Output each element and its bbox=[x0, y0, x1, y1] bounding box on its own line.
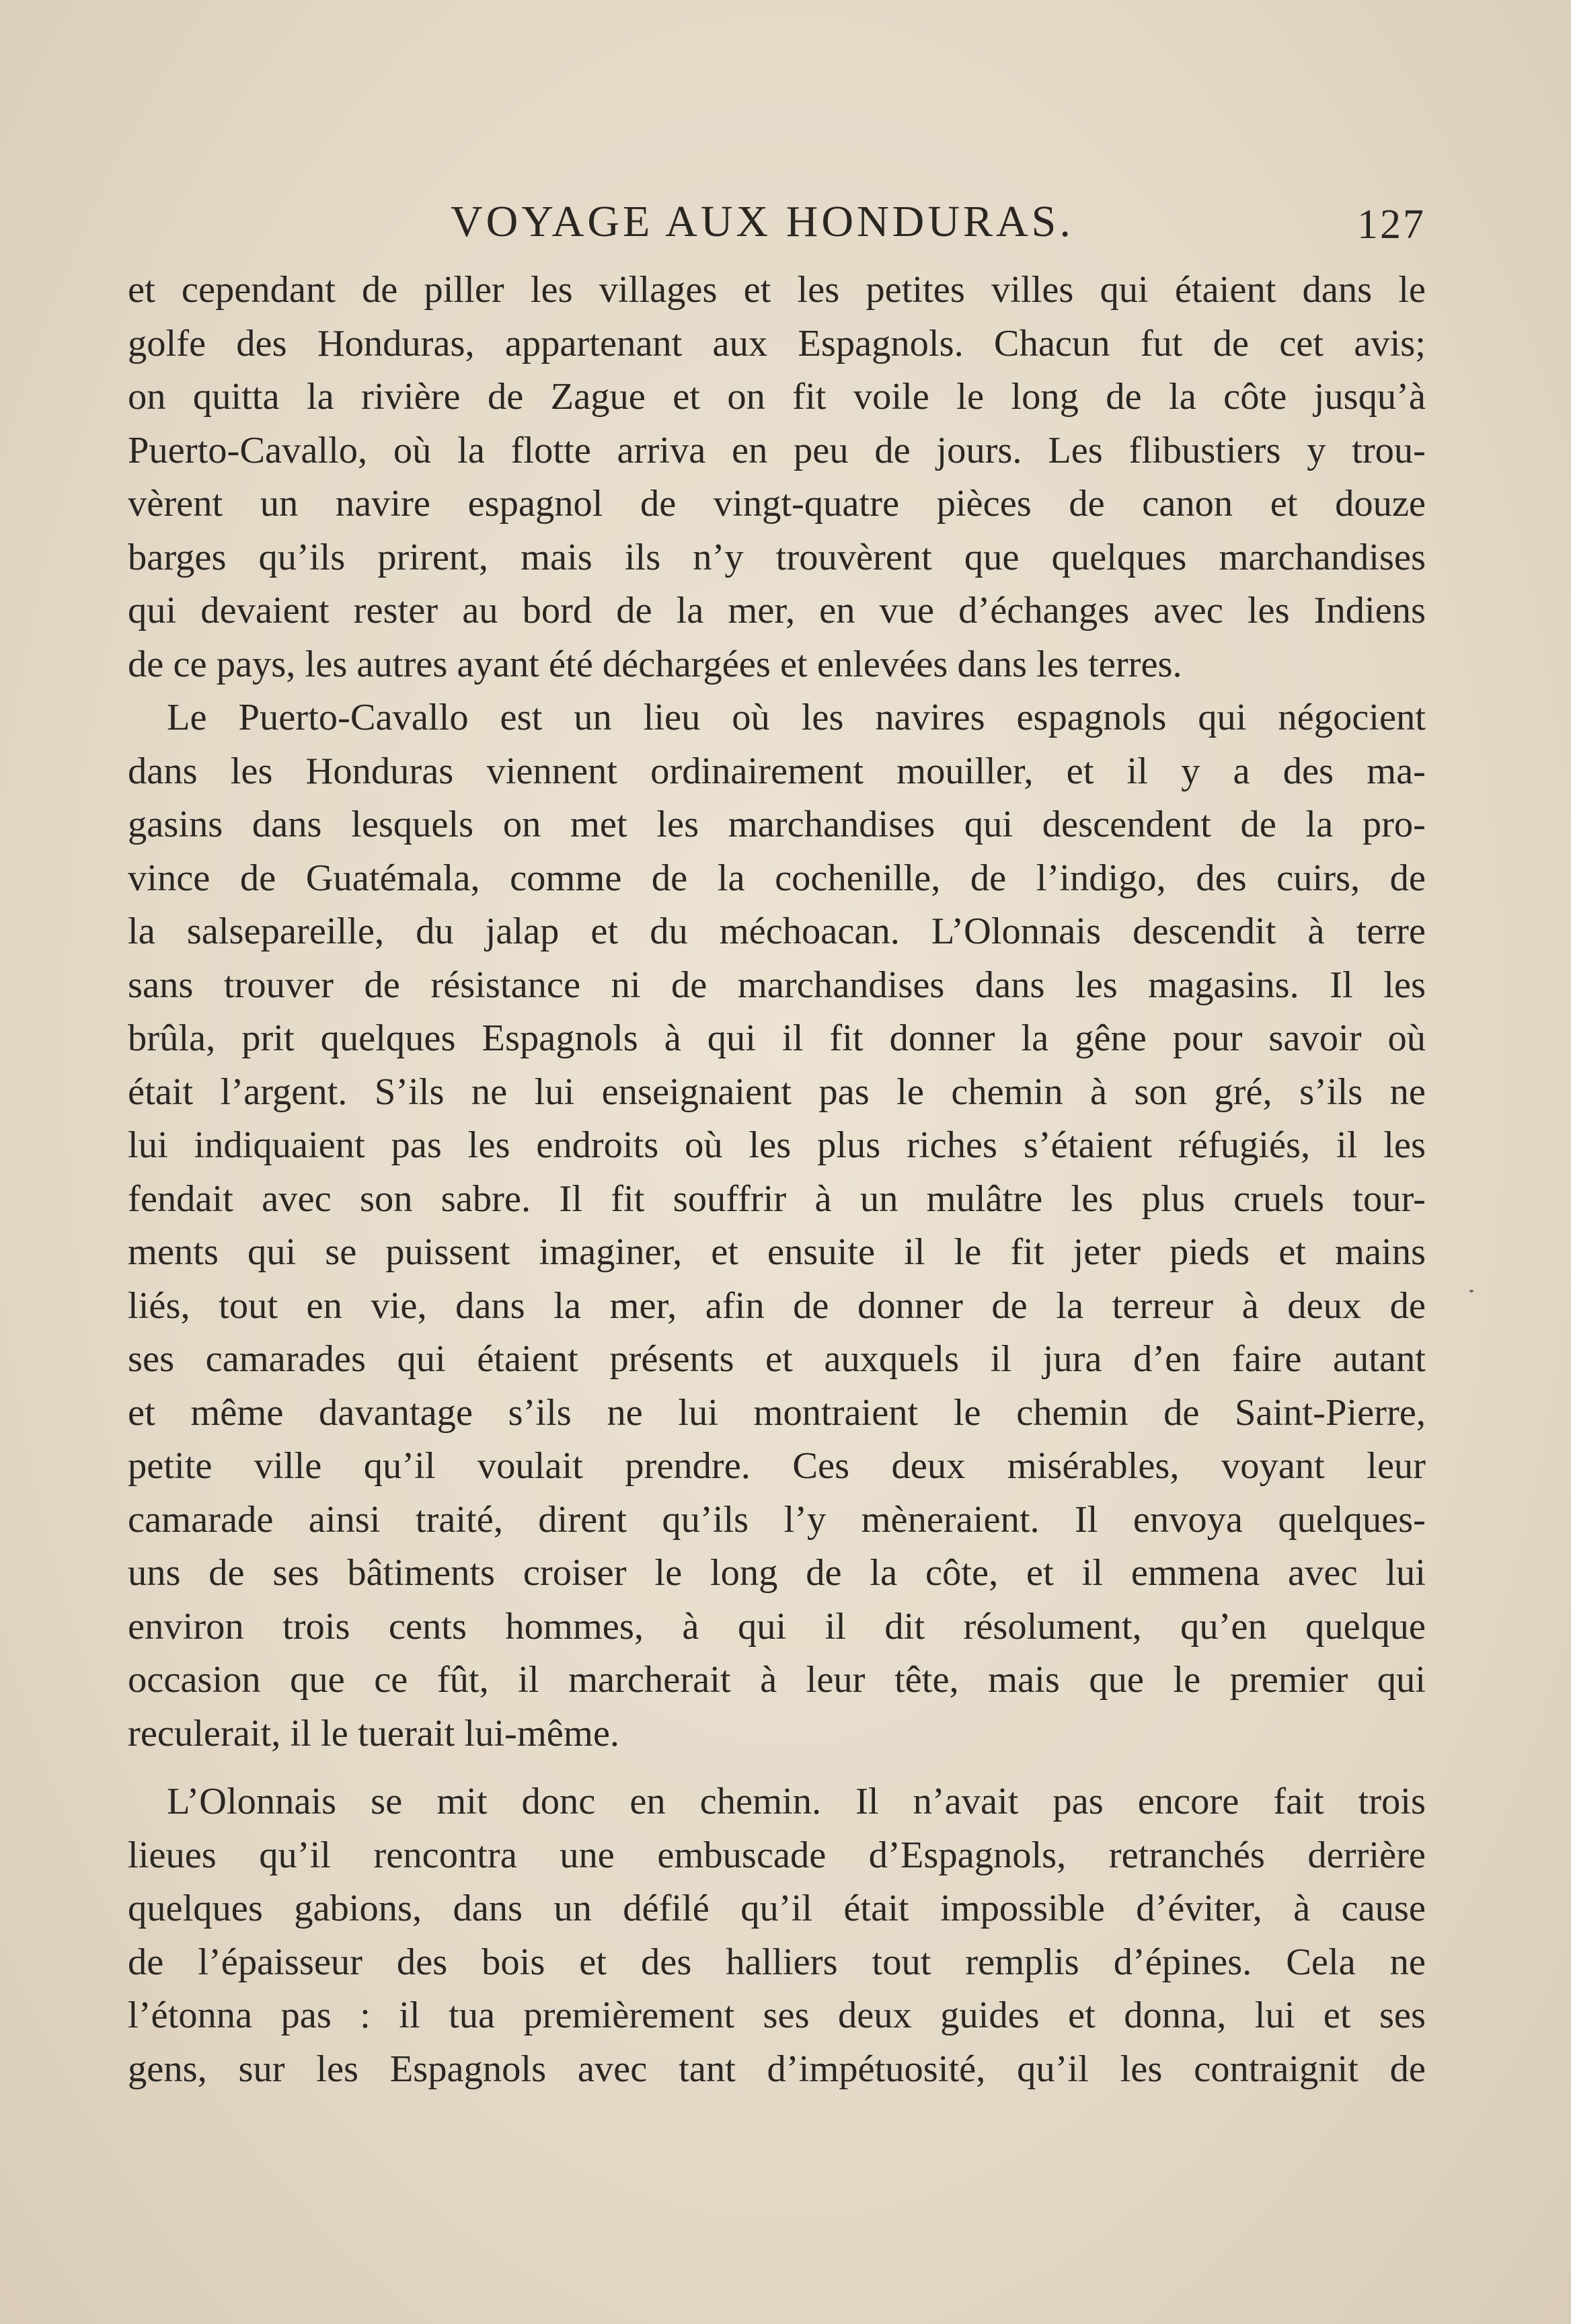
text-line: était l’argent. S’ils ne lui enseignaient pas le chemin à son gré, s’ils ne bbox=[128, 1071, 1426, 1113]
text-line: de ce pays, les autres ayant été déchargées et enlevées dans les terres. bbox=[128, 643, 1182, 685]
paper-speck bbox=[1469, 1290, 1473, 1292]
text-line: ses camarades qui étaient présents et auxquels il jura d’en faire autant bbox=[128, 1338, 1426, 1380]
text-line: lui indiquaient pas les endroits où les plus riches s’étaient réfugiés, il les bbox=[128, 1124, 1426, 1166]
running-head bbox=[128, 195, 1426, 249]
text-line: lieues qu’il rencontra une embuscade d’Espagnols, retranchés derrière bbox=[128, 1834, 1426, 1876]
page-number: 127 bbox=[1357, 202, 1426, 247]
text-line: barges qu’ils prirent, mais ils n’y trouvèrent que quelques marchandises bbox=[128, 536, 1426, 578]
text-line: la salsepareille, du jalap et du méchoacan. L’Olonnais descendit à terre bbox=[128, 911, 1426, 952]
running-title: VOYAGE AUX HONDURAS. bbox=[451, 197, 1074, 246]
paragraph-first-line: Le Puerto-Cavallo est un lieu où les navires espagnols qui négocient bbox=[167, 697, 1426, 738]
text-line: et cependant de piller les villages et les petites villes qui étaient dans le bbox=[128, 269, 1426, 311]
text-line: vince de Guatémala, comme de la cochenille, de l’indigo, des cuirs, de bbox=[128, 857, 1426, 899]
text-line: de l’épaisseur des bois et des halliers tout remplis d’épines. Cela ne bbox=[128, 1941, 1426, 1983]
text-line: uns de ses bâtiments croiser le long de la côte, et il emmena avec lui bbox=[128, 1552, 1426, 1594]
text-line: quelques gabions, dans un défilé qu’il était impossible d’éviter, à cause bbox=[128, 1888, 1426, 1929]
text-line: gasins dans lesquels on met les marchandises qui descendent de la pro- bbox=[128, 804, 1426, 845]
text-line: camarade ainsi traité, dirent qu’ils l’y mèneraient. Il envoya quelques- bbox=[128, 1498, 1426, 1541]
text-line: l’étonna pas : il tua premièrement ses deux guides et donna, lui et ses bbox=[128, 1994, 1426, 2036]
paragraph-first-line: L’Olonnais se mit donc en chemin. Il n’avait pas encore fait trois bbox=[167, 1781, 1426, 1822]
text-line: reculerait, il le tuerait lui-même. bbox=[128, 1712, 620, 1754]
text-line: dans les Honduras viennent ordinairement mouiller, et il y a des ma- bbox=[128, 750, 1426, 792]
text-line: Puerto-Cavallo, où la flotte arriva en peu de jours. Les flibustiers y trou- bbox=[128, 429, 1426, 471]
text-line: sans trouver de résistance ni de marchandises dans les magasins. Il les bbox=[128, 964, 1426, 1006]
text-line: fendait avec son sabre. Il fit souffrir à un mulâtre les plus cruels tour- bbox=[128, 1177, 1426, 1220]
body-text bbox=[128, 264, 1426, 2096]
text-line: golfe des Honduras, appartenant aux Espagnols. Chacun fut de cet avis; bbox=[128, 322, 1426, 364]
text-line: brûla, prit quelques Espagnols à qui il fit donner la gêne pour savoir où bbox=[128, 1017, 1426, 1059]
text-line: liés, tout en vie, dans la mer, afin de donner de la terreur à deux de bbox=[128, 1284, 1426, 1327]
text-line: qui devaient rester au bord de la mer, en vue d’échanges avec les Indiens bbox=[128, 590, 1426, 631]
text-line: petite ville qu’il voulait prendre. Ces deux misérables, voyant leur bbox=[128, 1445, 1426, 1487]
text-line: gens, sur les Espagnols avec tant d’impétuosité, qu’il les contraignit de bbox=[128, 2048, 1426, 2090]
text-line: ments qui se puissent imaginer, et ensuite il le fit jeter pieds et mains bbox=[128, 1231, 1426, 1273]
text-line: on quitta la rivière de Zague et on fit voile le long de la côte jusqu’à bbox=[128, 376, 1426, 418]
text-line: vèrent un navire espagnol de vingt-quatre pièces de canon et douze bbox=[128, 483, 1426, 525]
text-line: environ trois cents hommes, à qui il dit résolument, qu’en quelque bbox=[128, 1605, 1426, 1648]
text-line: occasion que ce fût, il marcherait à leur tête, mais que le premier qui bbox=[128, 1659, 1426, 1701]
text-line: et même davantage s’ils ne lui montraient le chemin de Saint-Pierre, bbox=[128, 1391, 1426, 1434]
